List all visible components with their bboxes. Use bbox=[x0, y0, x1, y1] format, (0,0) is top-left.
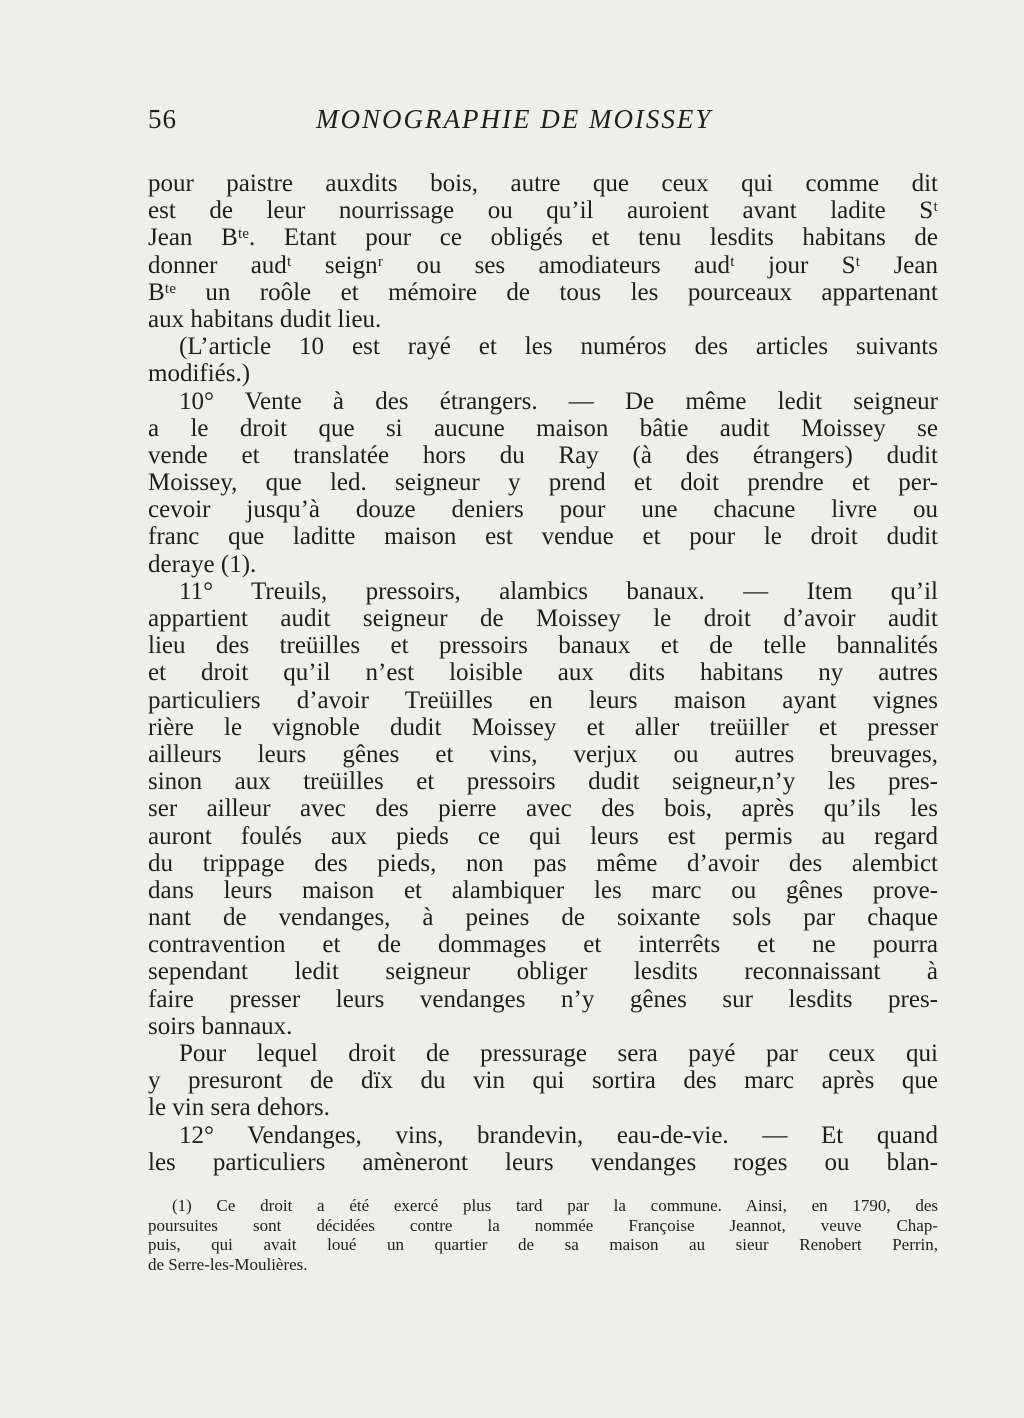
text-line: auront foulés aux pieds ce qui leurs est permis au regard bbox=[148, 822, 938, 850]
text-line: sinon aux treüilles et pressoirs dudit seigneur,n’y les pres- bbox=[148, 768, 938, 796]
text-line: franc que laditte maison est vendue et pour le droit dudit bbox=[148, 523, 938, 551]
text-line: ser ailleur avec des pierre avec des bois, après qu’ils les bbox=[148, 795, 938, 823]
body-text bbox=[148, 170, 938, 1176]
text-line: le vin sera dehors. bbox=[148, 1094, 330, 1122]
text-line: (L’article 10 est rayé et les numéros des articles suivants bbox=[179, 333, 938, 361]
text-line: rière le vignoble dudit Moissey et aller treüiller et presser bbox=[148, 713, 938, 741]
text-line: modifiés.) bbox=[148, 360, 251, 388]
text-line: dans leurs maison et alambiquer les marc ou gênes prove- bbox=[148, 876, 938, 904]
running-title: MONOGRAPHIE DE MOISSEY bbox=[316, 104, 713, 134]
text-line: particuliers d’avoir Treüilles en leurs maison ayant vignes bbox=[148, 686, 938, 714]
text-line: lieu des treüilles et pressoirs banaux et de telle bannalités bbox=[148, 632, 938, 660]
footnote-line: de Serre-les-Moulières. bbox=[148, 1254, 308, 1274]
text-line: a le droit que si aucune maison bâtie audit Moissey se bbox=[148, 414, 938, 442]
text-line: aux habitans dudit lieu. bbox=[148, 305, 382, 333]
text-line: 10° Vente à des étrangers. — De même ledit seigneur bbox=[179, 387, 938, 415]
page-number: 56 bbox=[148, 104, 177, 134]
text-line: sependant ledit seigneur obliger lesdits reconnaissant à bbox=[148, 958, 938, 986]
text-line: appartient audit seigneur de Moissey le droit d’avoir audit bbox=[148, 605, 938, 632]
text-line: du trippage des pieds, non pas même d’avoir des alembict bbox=[148, 849, 938, 877]
text-line: cevoir jusqu’à douze deniers pour une chacune livre ou bbox=[148, 496, 938, 524]
page-header bbox=[148, 104, 938, 144]
text-line: Pour lequel droit de pressurage sera payé par ceux qui bbox=[179, 1040, 938, 1067]
footnotes bbox=[148, 1196, 938, 1274]
text-line: donner audᵗ seignʳ ou ses amodiateurs audᵗ jour Sᵗ Jean bbox=[148, 251, 938, 279]
text-line: deraye (1). bbox=[148, 550, 257, 578]
text-line: est de leur nourrissage ou qu’il auroient avant ladite Sᵗ bbox=[148, 197, 938, 225]
text-line: 11° Treuils, pressoirs, alambics banaux. — Item qu’il bbox=[179, 577, 938, 605]
text-line: soirs bannaux. bbox=[148, 1012, 293, 1040]
text-line: Moissey, que led. seigneur y prend et doit prendre et per- bbox=[148, 469, 938, 497]
text-line: pour paistre auxdits bois, autre que ceux qui comme dit bbox=[148, 170, 938, 197]
text-line: Bᵗᵉ un roôle et mémoire de tous les pourceaux appartenant bbox=[148, 278, 938, 306]
text-line: faire presser leurs vendanges n’y gênes sur lesdits pres- bbox=[148, 985, 938, 1013]
text-line: contravention et de dommages et interrêts et ne pourra bbox=[148, 931, 938, 959]
text-line: 12° Vendanges, vins, brandevin, eau-de-vie. — Et quand bbox=[179, 1121, 938, 1149]
text-line: les particuliers amèneront leurs vendanges roges ou blan- bbox=[148, 1148, 938, 1176]
footnote-line: puis, qui avait loué un quartier de sa maison au sieur Renobert Perrin, bbox=[148, 1235, 938, 1254]
text-line: y presuront de dïx du vin qui sortira des marc après que bbox=[148, 1067, 938, 1095]
text-line: vende et translatée hors du Ray (à des étrangers) dudit bbox=[148, 441, 938, 469]
text-line: ailleurs leurs gênes et vins, verjux ou autres breuvages, bbox=[148, 740, 938, 768]
text-line: nant de vendanges, à peines de soixante sols par chaque bbox=[148, 904, 938, 932]
footnote-line: poursuites sont décidées contre la nommée Françoise Jeannot, veuve Chap- bbox=[148, 1215, 938, 1235]
footnote-line: (1) Ce droit a été exercé plus tard par la commune. Ainsi, en 1790, des bbox=[172, 1196, 938, 1215]
text-line: et droit qu’il n’est loisible aux dits habitans ny autres bbox=[148, 659, 938, 687]
text-line: Jean Bᵗᵉ. Etant pour ce obligés et tenu lesdits habitans de bbox=[148, 224, 938, 252]
